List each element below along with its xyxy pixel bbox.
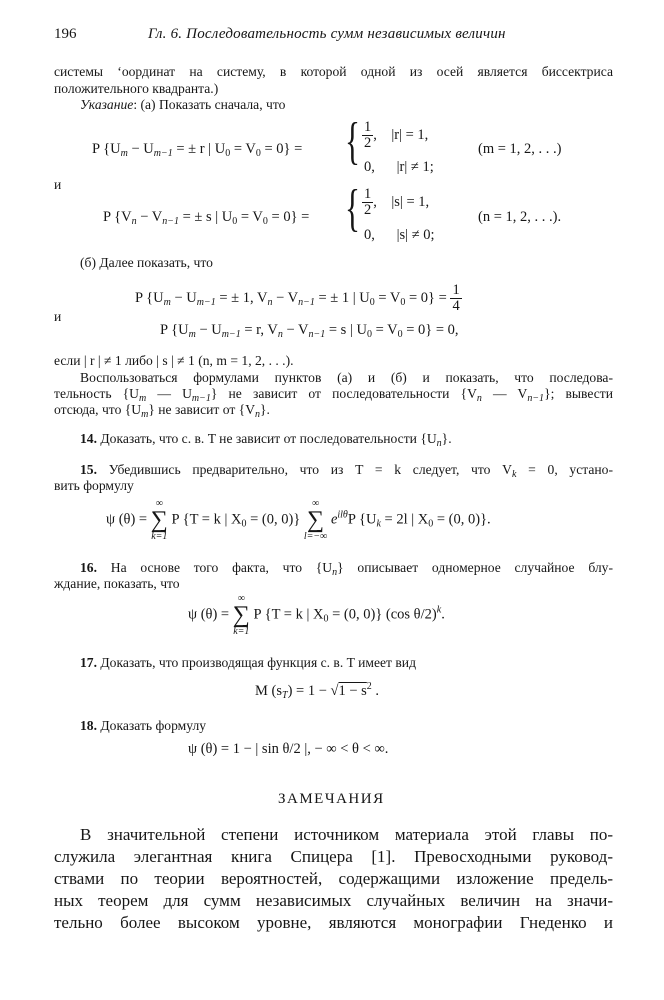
section-title: ЗАМЕЧАНИЯ [278,791,385,807]
eq2-case2: 0, |s| ≠ 0; [364,227,435,243]
eq1-brace: { [345,113,360,170]
hint-label: Указание [80,97,134,112]
para-ab-line-1: Воспользоваться формулами пунктов (а) и (б) и показать, что последова- [80,370,613,385]
and-1: и [54,177,62,192]
remarks-line-5: тельно более высоком уровне, являются монографии Гнеденко и [54,913,613,932]
remarks-line-2: служила элегантная книга Спицера [1]. Превосходными руковод- [54,847,613,866]
eq1-range: (m = 1, 2, . . .) [478,141,562,157]
problem-15-line-1: 15. Убедившись предварительно, что из T = k следует, что $V_k = 0$, устано- [80,462,613,480]
hint-line [80,97,285,113]
remarks-line-3: ствами по теории вероятностей, содержащими изложение предель- [54,869,613,888]
remarks-line-1: В значительной степени источником материала этой главы по- [80,825,613,844]
problem-16-equation: ψ (θ) = ∞ ∑ k=1 P {T = k | $X_0 = (0$, 0)} (cos θ/2)$^k$. [188,593,445,637]
eq1-case2: 0, |r| ≠ 1; [364,159,434,175]
sum-k: ∞ ∑ k=1 [150,498,168,542]
part-b-line: (б) Далее показать, что [80,255,213,270]
eq1-lhs: P {$U_m - U_{m-1}$ = ± r | $U_0 = V_0 = 0$} = [92,141,303,159]
and-2: и [54,309,62,324]
eq2-case1: $\frac{1}{2}$ , |s| = 1, [364,186,430,219]
para-ab-line-3: отсюда, что $\{U_m\}$ не зависит от $\{V_n\}$. [54,402,270,420]
condition-line: если | r | ≠ 1 либо | s | ≠ 1 (n, m = 1, 2, . . .). [54,353,294,368]
running-title: Гл. 6. Последовательность сумм независимых величин [148,26,506,42]
problem-16-line-2: ждание, показать, что [54,576,180,591]
sum-k-16: ∞ ∑ k=1 [232,593,250,637]
hint-text: : (а) Показать сначала, что [133,97,286,112]
problem-15-equation: ψ (θ) = ∞ ∑ k=1 P {T = k | $X_0 = (0$, 0)} ∞ ∑ l=−∞ $e^{il\theta}P$ {$U_k = 2l$ | $X_0 = (0$, 0)}. [106,498,491,542]
problem-15-line-2: вить формулу [54,478,134,493]
problem-17: 17. Доказать, что производящая функция с. в. T имеет вид [80,655,416,670]
remarks-line-4: ных теорем для сумм независимых случайных величин на значи- [54,891,613,910]
problem-18-equation: ψ (θ) = 1 − | sin θ/2 |, − ∞ < θ < ∞. [188,741,389,757]
page-number: 196 [54,26,77,42]
eq2-lhs: P {$V_n - V_{n-1}$ = ± s | $U_0 = V_0 = 0$} = [103,209,310,227]
sum-l: ∞ ∑ l=−∞ [303,498,328,542]
eq2-range: (n = 1, 2, . . .). [478,209,562,225]
para-ab-line-2: тельность {$U_m$ — $U_{m-1}$} не зависит от последовательности {$V_n$ — $V_{n-1}$}; вывести [54,386,613,404]
eq3: P {$U_m - U_{m-1}$ = ± 1, $V_n - V_{n-1}$ = ± 1 | $U_0 = V_0 = 0$} = $\frac{1}{4}$ [135,282,460,315]
eq4: P {$U_m - U_{m-1} = r$, $V_n - V_{n-1} = s$ | $U_0 = V_0 = 0\} = 0$, [160,322,459,340]
intro-line-2: положительного квадранта.) [54,81,219,96]
eq2-brace: { [345,180,360,237]
intro-line-1: системы ‘оординат на систему, в которой одной из осей является биссектриса [54,64,613,79]
eq1-case1: $\frac{1}{2}$ , |r| = 1, [364,119,429,152]
problem-18: 18. Доказать формулу [80,718,207,733]
problem-14: 14. Доказать, что с. в. T не зависит от последовательности $\{U_n\}$. [80,431,452,449]
problem-16-line-1: 16. На основе того факта, что $\{U_n\}$ описывает одномерное случайное блу- [80,560,613,578]
problem-17-equation: M $(s_T) = 1 - √1 - s^2$ . [255,681,380,701]
